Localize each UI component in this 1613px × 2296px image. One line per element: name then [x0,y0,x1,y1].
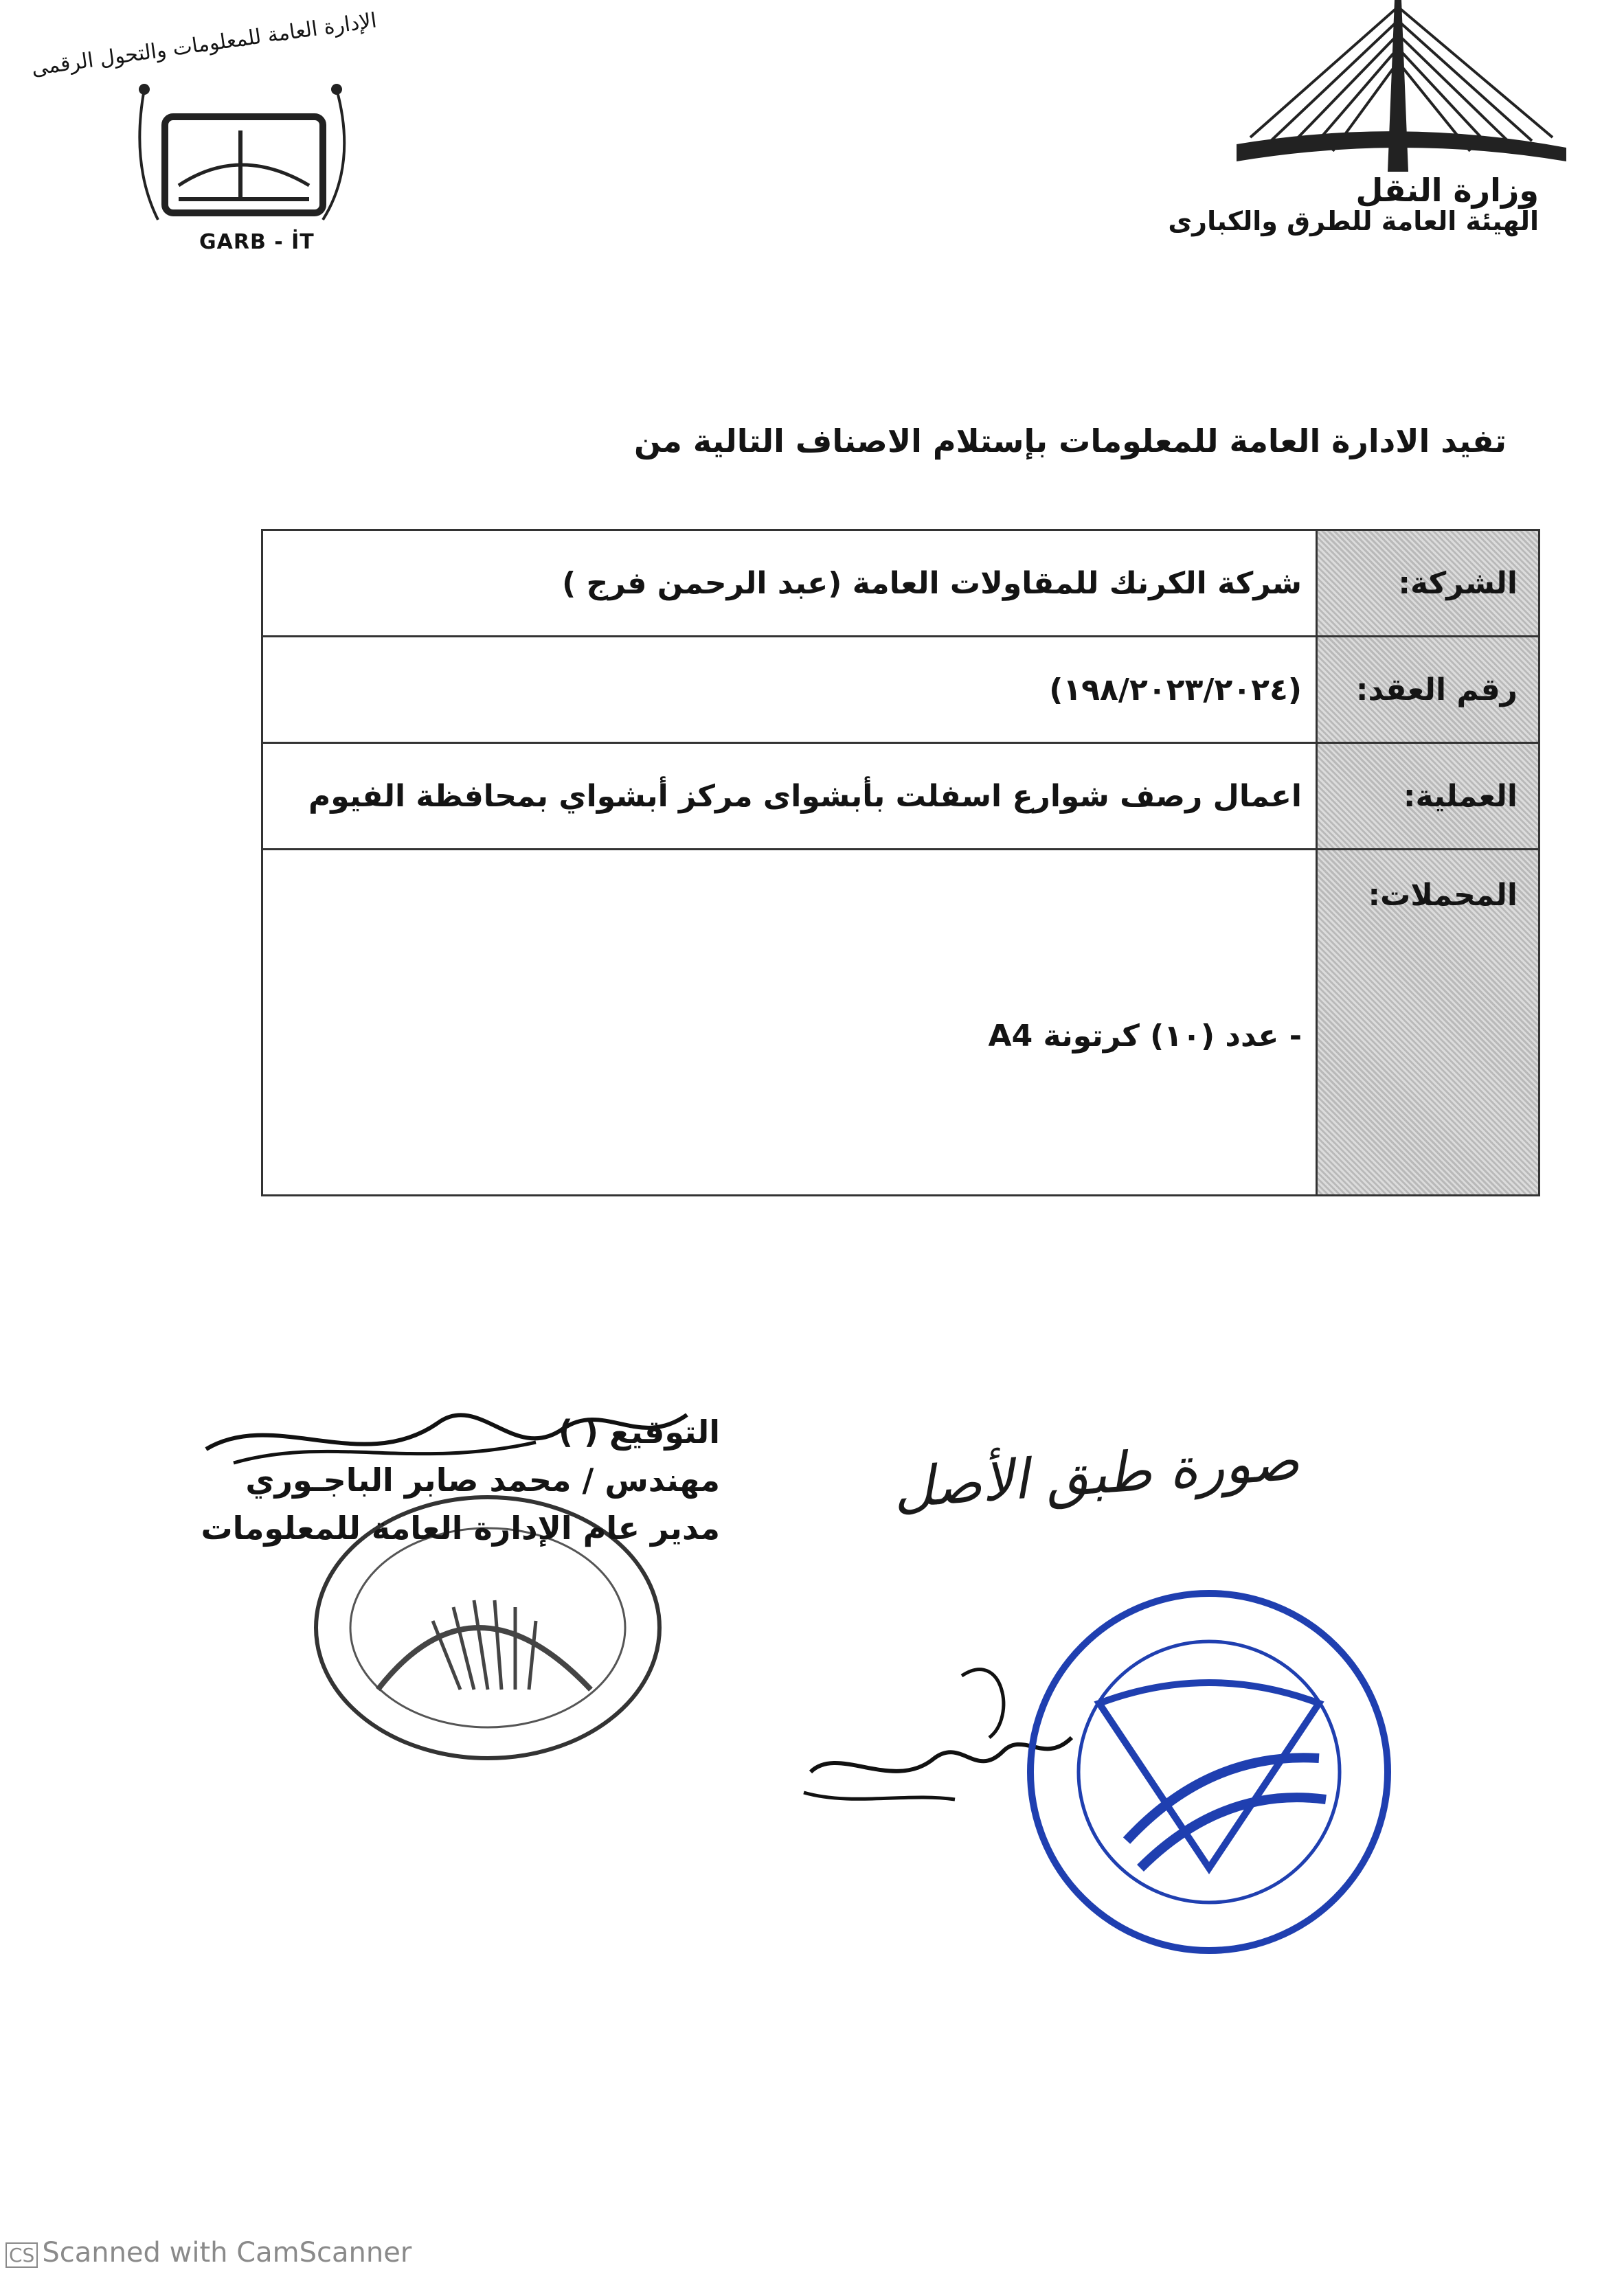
operation-label: العملية: [1317,743,1539,850]
signature-block [102,1408,720,1552]
contract-number-label: رقم العقد: [1317,637,1539,743]
table-row [262,743,1539,850]
authority-name: الهيئة العامة للطرق والكبارى [1168,206,1539,236]
items-label: المحملات: [1317,850,1539,1196]
receipt-table [261,529,1540,1196]
intro-text: تفيد الادارة العامة للمعلومات بإستلام الاصناف التالية من [633,422,1507,459]
department-name: الإدارة العامة للمعلومات والتحول الرقمى [30,8,379,81]
contract-number-value: (١٩٨/٢٠٢٣/٢٠٢٤) [262,637,1317,743]
operation-value: اعمال رصف شوارع اسفلت بأبشواى مركز أبشواي بمحافظة الفيوم [262,743,1317,850]
director-title: مدير عام الإدارة العامة للمعلومات [201,1510,720,1547]
table-row [262,850,1539,1196]
official-stamp-right [1003,1580,1415,1964]
department-code: GARB - İT [199,230,315,254]
company-label: الشركة: [1317,530,1539,637]
table-row [262,637,1539,743]
monitor-bridge-icon [103,62,378,240]
handwritten-certified-copy: صورة طبق الأصل [891,1428,1302,1521]
scanner-watermark [5,2237,411,2269]
bridge-icon [1237,0,1566,179]
table-row [262,530,1539,637]
company-value: شركة الكرنك للمقاولات العامة (عبد الرحمن فرج ) [262,530,1317,637]
items-value: - عدد (١٠) كرتونة A4 [262,850,1317,1196]
camscanner-logo-icon: CS [5,2242,38,2268]
it-department-logo [30,8,379,261]
ministry-name: وزارة النقل [1355,172,1539,209]
scanner-text: Scanned with CamScanner [42,2237,412,2269]
signature-line: التوقيع ( ) [558,1413,720,1451]
engineer-name: مهندس / محمد صابر الباجـوري [245,1462,720,1499]
ministry-logo [1168,0,1566,247]
